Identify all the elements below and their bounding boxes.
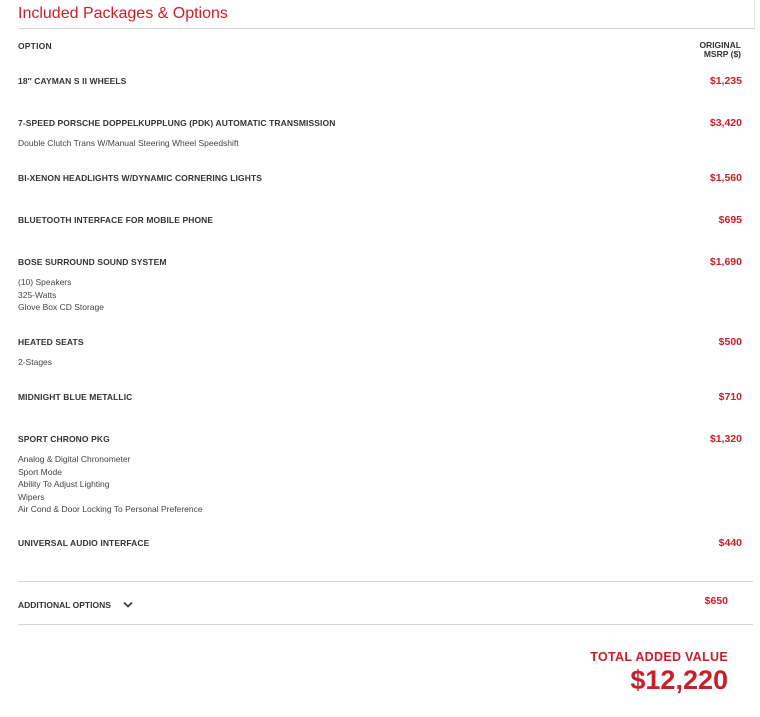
column-header-msrp-line1: ORIGINAL [699, 40, 741, 50]
option-detail: Wipers [18, 491, 45, 502]
option-name: SPORT CHRONO PKG [18, 434, 110, 444]
option-price: $710 [718, 391, 742, 403]
option-price: $1,560 [709, 172, 742, 184]
panel-right-border [754, 0, 755, 30]
total-value: $12,220 [630, 665, 728, 695]
option-detail: Air Cond & Door Locking To Personal Preference [18, 504, 203, 514]
option-details [18, 356, 742, 369]
option-details [18, 453, 742, 516]
option-row [18, 257, 742, 314]
column-header-option: OPTION [18, 41, 52, 51]
option-detail: Double Clutch Trans W/Manual Steering Wheel Speedshift [18, 138, 239, 148]
additional-options-label: ADDITIONAL OPTIONS [18, 599, 111, 610]
option-price: $695 [718, 214, 742, 226]
option-row [18, 215, 742, 225]
option-detail: 325-Watts [18, 289, 57, 300]
option-name: 7-SPEED PORSCHE DOPPELKUPPLUNG (PDK) AUTOMATIC TRANSMISSION [18, 118, 336, 128]
option-name: MIDNIGHT BLUE METALLIC [18, 392, 133, 402]
option-detail: Analog & Digital Chronometer [18, 454, 131, 464]
total-label: TOTAL ADDED VALUE [590, 650, 728, 664]
option-price: $1,690 [709, 256, 742, 268]
option-row [18, 538, 742, 548]
option-details [18, 137, 742, 150]
option-row [18, 392, 742, 402]
option-price: $3,420 [709, 117, 742, 129]
option-price: $1,320 [709, 433, 742, 445]
option-name: BOSE SURROUND SOUND SYSTEM [18, 257, 167, 267]
title-divider [18, 28, 754, 29]
section-title: Included Packages & Options [18, 5, 228, 22]
option-row [18, 173, 742, 183]
option-name: HEATED SEATS [18, 337, 84, 347]
additional-options-price: $650 [704, 595, 728, 607]
chevron-down-icon [123, 600, 133, 610]
column-header-msrp-line2: MSRP ($) [703, 49, 741, 59]
option-detail: Glove Box CD Storage [18, 302, 104, 312]
option-detail: Sport Mode [18, 466, 62, 477]
additional-options-toggle[interactable] [18, 596, 728, 614]
option-row [18, 337, 742, 369]
column-header-msrp [681, 41, 741, 59]
option-row [18, 76, 742, 86]
option-name: BI-XENON HEADLIGHTS W/DYNAMIC CORNERING LIGHTS [18, 173, 263, 183]
additional-divider [18, 624, 753, 625]
option-name: UNIVERSAL AUDIO INTERFACE [18, 538, 150, 548]
option-price: $440 [718, 537, 742, 549]
option-detail: (10) Speakers [18, 277, 72, 287]
options-divider [18, 581, 753, 582]
option-row [18, 118, 742, 150]
option-detail: Ability To Adjust Lighting [18, 479, 110, 489]
option-name: 18″ CAYMAN S II WHEELS [18, 76, 127, 86]
option-name: BLUETOOTH INTERFACE FOR MOBILE PHONE [18, 215, 214, 225]
option-details [18, 276, 742, 314]
option-price: $1,235 [709, 75, 742, 87]
option-price: $500 [718, 336, 742, 348]
option-row [18, 434, 742, 516]
option-detail: 2-Stages [18, 357, 53, 367]
